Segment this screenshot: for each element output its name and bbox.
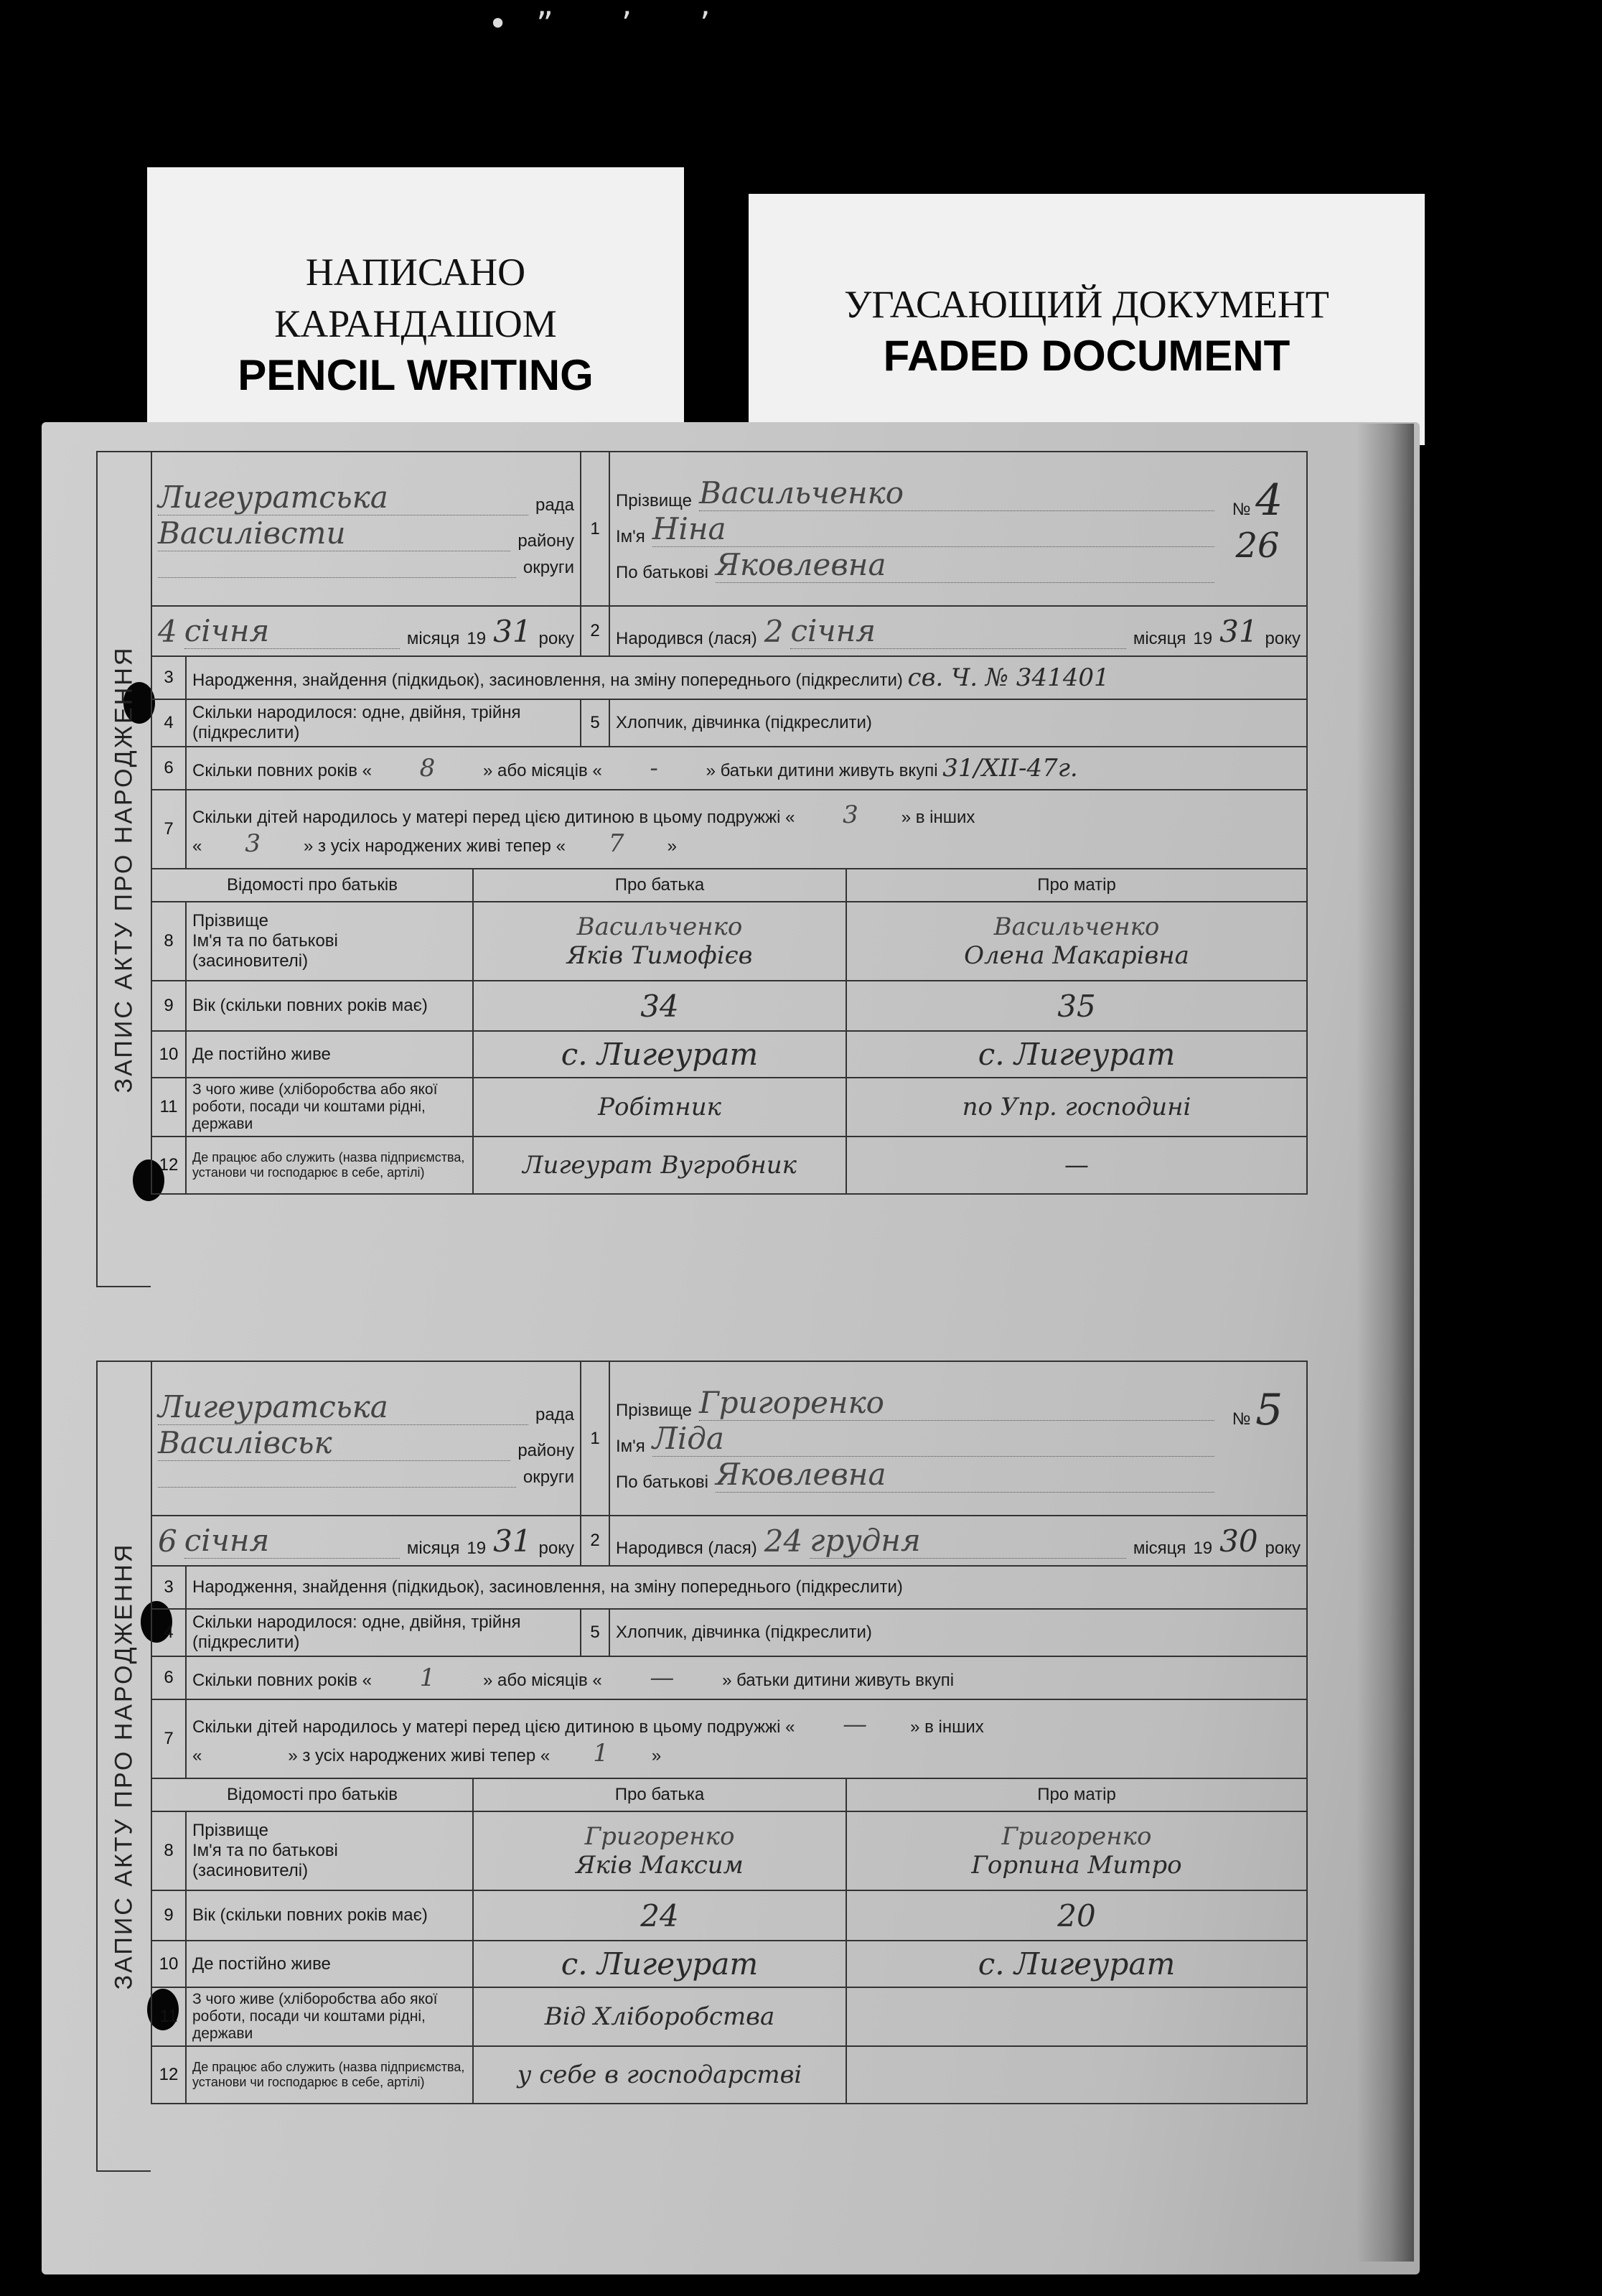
row8-text: Прізвище Ім'я та по батькові (засиновителі): [186, 1811, 473, 1890]
rada-value: Лигеуратська: [158, 480, 528, 515]
mother-work: [846, 2046, 1307, 2104]
certificate-note: св. Ч. № 341401: [907, 663, 1110, 692]
row7-b: » в інших: [910, 1717, 984, 1737]
okruga-label: округи: [523, 558, 575, 577]
row-number: 11: [151, 1078, 186, 1137]
pencil-writing-label: [147, 167, 684, 426]
year-label: року: [538, 629, 575, 648]
row-number: 5: [581, 1609, 609, 1656]
okruga-value: [158, 551, 516, 578]
row-number: 5: [581, 699, 609, 747]
record-number: 4: [1255, 475, 1283, 526]
father-name: Яків Максим: [576, 1851, 744, 1880]
top-edge-marks: •” ’ ’: [488, 4, 739, 43]
faded-label-en: FADED DOCUMENT: [883, 332, 1290, 380]
child-name-cell: [609, 1361, 1307, 1516]
record-number-note: 26: [1235, 525, 1280, 566]
registry-office-cell: [151, 452, 581, 606]
row-number: 9: [151, 981, 186, 1031]
mother-surname: Григоренко: [1001, 1822, 1152, 1851]
row3-text: Народження, знайдення (підкидьок), засиновлення, на зміну попереднього (підкреслити): [192, 671, 903, 690]
year-prefix: 19: [1193, 629, 1213, 648]
row6-c: » батьки дитини живуть вкупі: [722, 1671, 955, 1690]
row-number: 4: [151, 699, 186, 747]
mother-name: Олена Макарівна: [964, 941, 1189, 970]
year-label: року: [1265, 1539, 1301, 1558]
father-age: 24: [473, 1890, 846, 1941]
record-table: [151, 451, 1308, 1195]
row6-b: » або місяців «: [482, 1671, 602, 1690]
name-label: Ім'я: [616, 1436, 645, 1456]
side-title: ЗАПИС АКТУ ПРО НАРОДЖЕННЯ: [110, 645, 138, 1093]
row-number: 4: [151, 1609, 186, 1656]
row-number: 10: [151, 1941, 186, 1987]
registration-date-cell: [151, 606, 581, 656]
surname-label: Прізвище: [616, 490, 692, 510]
children-other: 3: [245, 829, 261, 858]
name-label: Ім'я: [616, 526, 645, 546]
row7-e: »: [667, 836, 677, 856]
mother-residence: с. Лигеурат: [846, 1031, 1307, 1078]
mother-work: —: [846, 1137, 1307, 1194]
row12-text: Де працює або служить (назва підприємства, установи чи господарює в себе, артілі): [186, 2046, 473, 2104]
mother-header: Про матір: [846, 1778, 1307, 1811]
parents-info-header: Відомості про батьків: [151, 1778, 473, 1811]
parents-info-header: Відомості про батьків: [151, 869, 473, 902]
row-number: 12: [151, 1137, 186, 1194]
year-prefix: 19: [467, 629, 487, 648]
mother-name-cell: [846, 902, 1307, 981]
row-number: 12: [151, 2046, 186, 2104]
children-other: [202, 1739, 288, 1768]
children-alive: 1: [593, 1739, 609, 1768]
patronymic-value: Яковлевна: [716, 1457, 1214, 1493]
birth-record-5: [110, 1361, 1306, 2172]
birth-record-4: [110, 451, 1306, 1287]
patronymic-value: Яковлевна: [716, 547, 1214, 583]
children-before: 3: [843, 801, 858, 829]
row9-text: Вік (скільки повних років має): [186, 1890, 473, 1941]
row4-text: Скільки народилося: одне, двійня, трійня (підкреслити): [192, 1613, 521, 1652]
number-label: №: [1232, 1409, 1251, 1429]
row6-a: Скільки повних років «: [192, 1671, 372, 1690]
child-name-cell: [609, 452, 1307, 606]
row10-text: Де постійно живе: [186, 1031, 473, 1078]
record-table: [151, 1361, 1308, 2104]
faded-document-label: [749, 194, 1425, 445]
children-before: —: [843, 1710, 868, 1739]
rada-value: Лигеуратська: [158, 1389, 528, 1425]
row-number: 6: [151, 1656, 186, 1699]
row-number: 8: [151, 902, 186, 981]
mother-name-cell: [846, 1811, 1307, 1890]
father-header: Про батька: [473, 869, 846, 902]
pencil-label-en: PENCIL WRITING: [238, 351, 594, 399]
row6-a: Скільки повних років «: [192, 761, 372, 780]
row-number: 1: [581, 1361, 609, 1516]
row-number: 1: [581, 452, 609, 606]
pencil-label-ru-2: КАРАНДАШОМ: [274, 302, 557, 345]
birth-day: 24: [764, 1523, 803, 1559]
rada-label: рада: [535, 1405, 575, 1424]
reg-month: січня: [184, 613, 400, 649]
row7-d: » з усіх народжених живі тепер «: [304, 836, 566, 856]
birth-month: грудня: [810, 1523, 1126, 1559]
raion-label: району: [517, 531, 575, 551]
months-together: -: [650, 754, 658, 783]
father-occupation: Від Хліборобства: [473, 1987, 846, 2046]
row-number: 2: [581, 1516, 609, 1566]
row11-text: З чого живе (хліборобства або якої роботи, посади чи коштами рідні, держави: [186, 1987, 473, 2046]
side-title: ЗАПИС АКТУ ПРО НАРОДЖЕННЯ: [110, 1542, 138, 1990]
mother-occupation: [846, 1987, 1307, 2046]
okruga-label: округи: [523, 1467, 575, 1487]
children-alive: 7: [608, 829, 624, 858]
birth-year: 30: [1219, 1523, 1258, 1559]
row-number: 10: [151, 1031, 186, 1078]
registry-office-cell: [151, 1361, 581, 1516]
father-age: 34: [473, 981, 846, 1031]
row5-text: Хлопчик, дівчинка (підкреслити): [616, 713, 872, 732]
month-label: місяця: [406, 629, 460, 648]
row6-c: » батьки дитини живуть вкупі: [706, 761, 938, 780]
mother-surname: Васильченко: [993, 913, 1160, 941]
row-number: 8: [151, 1811, 186, 1890]
father-work: у себе в господарстві: [473, 2046, 846, 2104]
mother-occupation: по Упр. господині: [846, 1078, 1307, 1137]
reg-day: 6: [158, 1523, 177, 1559]
birth-day: 2: [764, 614, 784, 649]
row-number: 7: [151, 790, 186, 869]
births-count-cell: [186, 1609, 581, 1656]
row4-text: Скільки народилося: одне, двійня, трійня (підкреслити): [192, 703, 521, 742]
pencil-label-ru-1: НАПИСАНО: [305, 251, 526, 294]
row12-text: Де працює або служить (назва підприємства, установи чи господарює в себе, артілі): [186, 1137, 473, 1194]
row-number: 2: [581, 606, 609, 656]
reg-month: січня: [184, 1523, 400, 1559]
page-edge-shadow: [1357, 424, 1414, 2262]
births-count-cell: [186, 699, 581, 747]
reg-year: 31: [493, 1523, 532, 1559]
father-name-cell: [473, 902, 846, 981]
sex-cell: [609, 1609, 1307, 1656]
birth-year: 31: [1219, 614, 1258, 649]
side-title-box: [96, 1361, 151, 2172]
row11-text: З чого живе (хліборобства або якої роботи, посади чи коштами рідні, держави: [186, 1078, 473, 1137]
row6-b: » або місяців «: [482, 761, 602, 780]
number-label: №: [1232, 499, 1251, 519]
sex-cell: [609, 699, 1307, 747]
row-number: 6: [151, 747, 186, 790]
reg-year: 31: [493, 614, 532, 649]
reg-day: 4: [158, 614, 177, 649]
father-work: Лигеурат Вугробник: [473, 1137, 846, 1194]
patronymic-label: По батькові: [616, 1472, 708, 1492]
birth-date-cell: [609, 1516, 1307, 1566]
row-number: 3: [151, 656, 186, 699]
mother-name: Горпина Митро: [971, 1851, 1182, 1880]
month-label: місяця: [406, 1539, 460, 1558]
row7-d: » з усіх народжених живі тепер «: [288, 1746, 551, 1765]
raion-label: району: [517, 1441, 575, 1460]
surname-value: Григоренко: [699, 1385, 1214, 1421]
mother-residence: с. Лигеурат: [846, 1941, 1307, 1987]
children-count-cell: [186, 790, 1307, 869]
year-label: року: [1265, 629, 1301, 648]
row7-e: »: [651, 1746, 662, 1765]
row8-text: Прізвище Ім'я та по батькові (засиновителі): [186, 902, 473, 981]
surname-label: Прізвище: [616, 1400, 692, 1420]
row7-a: Скільки дітей народилось у матері перед цією дитиною в цьому подружжі «: [192, 808, 795, 827]
father-name-cell: [473, 1811, 846, 1890]
father-surname: Григоренко: [584, 1822, 735, 1851]
birth-type-cell: [186, 1566, 1307, 1609]
father-name: Яків Тимофієв: [566, 941, 753, 970]
record-number: 5: [1255, 1384, 1283, 1435]
row-number: 7: [151, 1699, 186, 1778]
name-value: Ніна: [652, 511, 1214, 547]
row7-a: Скільки дітей народилось у матері перед цією дитиною в цьому подружжі «: [192, 1717, 795, 1737]
marriage-duration-cell: [186, 1656, 1307, 1699]
row-number: 11: [151, 1987, 186, 2046]
month-label: місяця: [1133, 1539, 1186, 1558]
row9-text: Вік (скільки повних років має): [186, 981, 473, 1031]
father-residence: с. Лигеурат: [473, 1941, 846, 1987]
birth-type-cell: [186, 656, 1307, 699]
months-together: —: [650, 1663, 675, 1692]
mother-header: Про матір: [846, 869, 1307, 902]
years-together: 1: [419, 1663, 436, 1692]
okruga-value: [158, 1461, 516, 1488]
father-residence: с. Лигеурат: [473, 1031, 846, 1078]
years-together: 8: [419, 754, 436, 783]
row-number: 3: [151, 1566, 186, 1609]
row7-c: «: [192, 1746, 202, 1765]
father-surname: Васильченко: [576, 913, 743, 941]
born-label: Народився (лася): [616, 629, 757, 648]
rada-label: рада: [535, 495, 575, 515]
name-value: Ліда: [652, 1421, 1214, 1457]
row-number: 9: [151, 1890, 186, 1941]
surname-value: Васильченко: [699, 475, 1214, 511]
faded-label-ru: УГАСАЮЩИЙ ДОКУМЕНТ: [844, 283, 1329, 326]
year-prefix: 19: [467, 1539, 487, 1558]
birth-date-cell: [609, 606, 1307, 656]
row7-c: «: [192, 836, 202, 856]
side-title-box: [96, 451, 151, 1287]
raion-value: Василівсти: [158, 515, 510, 551]
together-note: 31/XII-47г.: [942, 754, 1078, 783]
year-prefix: 19: [1193, 1539, 1213, 1558]
patronymic-label: По батькові: [616, 562, 708, 582]
month-label: місяця: [1133, 629, 1186, 648]
mother-age: 20: [846, 1890, 1307, 1941]
row3-text: Народження, знайдення (підкидьок), засиновлення, на зміну попереднього (підкреслити): [192, 1577, 903, 1597]
marriage-duration-cell: [186, 747, 1307, 790]
row5-text: Хлопчик, дівчинка (підкреслити): [616, 1623, 872, 1642]
born-label: Народився (лася): [616, 1539, 757, 1558]
row10-text: Де постійно живе: [186, 1941, 473, 1987]
raion-value: Василівськ: [158, 1425, 510, 1461]
father-occupation: Робітник: [473, 1078, 846, 1137]
row7-b: » в інших: [901, 808, 975, 827]
birth-month: січня: [790, 613, 1125, 649]
year-label: року: [538, 1539, 575, 1558]
registration-date-cell: [151, 1516, 581, 1566]
children-count-cell: [186, 1699, 1307, 1778]
mother-age: 35: [846, 981, 1307, 1031]
father-header: Про батька: [473, 1778, 846, 1811]
